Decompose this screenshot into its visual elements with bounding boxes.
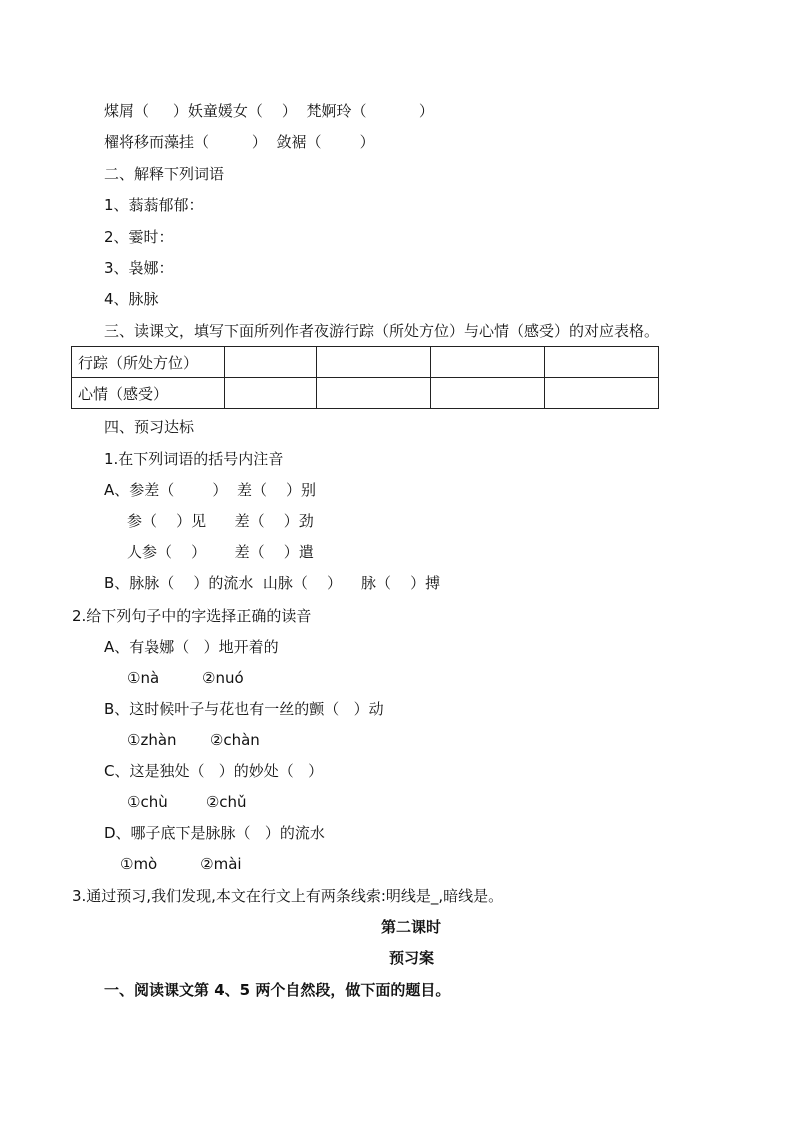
table-row bbox=[72, 378, 659, 409]
itinerary-mood-table bbox=[71, 346, 659, 409]
task-heading: 一、阅读课文第 4、5 两个自然段，做下面的题目。 bbox=[104, 981, 451, 999]
question-2-b: B、这时候叶子与花也有一丝的颤（ ）动 bbox=[104, 700, 384, 718]
table-cell-blank bbox=[225, 347, 317, 378]
question-1: 1.在下列词语的括号内注音 bbox=[104, 450, 284, 468]
question-1-a-line-1: A、参差（ ） 差（ ）别 bbox=[104, 481, 317, 499]
definition-item-4: 4、脉脉 bbox=[104, 290, 159, 308]
section-3-title: 三、读课文，填写下面所列作者夜游行踪（所处方位）与心情（感受）的对应表格。 bbox=[104, 322, 660, 340]
section-4-title: 四、预习达标 bbox=[104, 418, 195, 436]
table-cell-blank bbox=[225, 378, 317, 409]
table-cell-blank bbox=[317, 347, 431, 378]
table-row bbox=[72, 347, 659, 378]
table-cell-blank bbox=[431, 378, 545, 409]
lesson-heading: 第二课时 bbox=[381, 918, 442, 936]
question-1-a-line-3: 人参（ ） 差（ ）遣 bbox=[127, 543, 314, 561]
definition-item-2: 2、霎时： bbox=[104, 228, 174, 246]
question-1-a-line-2: 参（ ）见 差（ ）劲 bbox=[127, 512, 314, 530]
question-2-c-options: ①chù ②chǔ bbox=[127, 793, 247, 811]
table-cell-blank bbox=[317, 378, 431, 409]
table-cell-blank bbox=[431, 347, 545, 378]
section-2-title: 二、解释下列词语 bbox=[104, 165, 225, 183]
question-2-d-options: ①mò ②mài bbox=[120, 855, 242, 873]
question-2-a: A、有袅娜（ ）地开着的 bbox=[104, 638, 279, 656]
question-2-d: D、哪子底下是脉脉（ ）的流水 bbox=[104, 824, 325, 842]
pinyin-line-1: 煤屑（ ）妖童媛女（ ） 梵婀玲（ ） bbox=[104, 102, 434, 120]
preview-heading: 预习案 bbox=[389, 949, 435, 967]
table-row-label: 行踪（所处方位） bbox=[72, 347, 225, 378]
table-row-label: 心情（感受） bbox=[72, 378, 225, 409]
table-cell-blank bbox=[545, 347, 659, 378]
definition-item-1: 1、蓊蓊郁郁： bbox=[104, 196, 204, 214]
question-2: 2.给下列句子中的字选择正确的读音 bbox=[72, 607, 312, 625]
definition-item-3: 3、袅娜： bbox=[104, 259, 174, 277]
question-2-a-options: ①nà ②nuó bbox=[127, 669, 244, 687]
table-cell-blank bbox=[545, 378, 659, 409]
question-2-b-options: ①zhàn ②chàn bbox=[127, 731, 260, 749]
pinyin-line-2: 櫂将移而藻挂（ ） 敛裾（ ） bbox=[104, 133, 375, 151]
question-2-c: C、这是独处（ ）的妙处（ ） bbox=[104, 762, 324, 780]
question-1-b: B、脉脉（ ）的流水 山脉（ ） 脉（ ）搏 bbox=[104, 574, 441, 592]
question-3: 3.通过预习,我们发现,本文在行文上有两条线索:明线是_,暗线是。 bbox=[72, 887, 504, 905]
